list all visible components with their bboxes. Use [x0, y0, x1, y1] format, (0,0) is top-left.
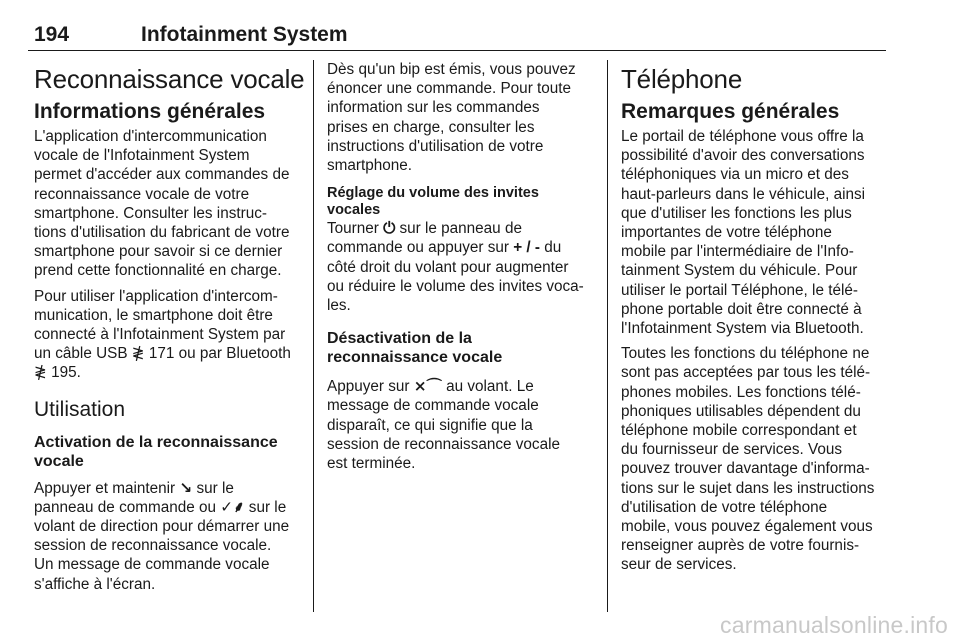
running-title: Infotainment System	[141, 23, 348, 46]
column-divider	[607, 60, 608, 612]
hang-up-icon: ⨯⌒	[413, 378, 442, 396]
heading-utilisation: Utilisation	[34, 397, 126, 421]
paragraph-activation	[34, 479, 300, 594]
page-header	[28, 22, 886, 51]
heading-volume: Réglage du volume des invites vocales	[327, 185, 539, 219]
volume-buttons-label: + / -	[513, 239, 540, 257]
paragraph-portal: Le portail de téléphone vous offre la possibilité d'avoir des conversations téléphoniques via un micro et des haut-parleurs dans le véhicule, ainsi que d'utiliser les fonctions les plus importantes de votre téléphone mobile par l'intermédiaire de l'Info- tainment System du véhicule. Pour utiliser le portail Téléphone, le télé- phone portable doit être connecté à l'Infotainment System via Bluetooth.	[621, 128, 866, 338]
heading-activation: Activation de la reconnaissance vocale	[34, 433, 278, 470]
steering-voice-icon: ✓⸙	[220, 498, 245, 516]
text-fragment: sur le panneau de commande ou appuyer sur	[327, 220, 522, 257]
heading-deactivation: Désactivation de la reconnaissance vocale	[327, 330, 503, 367]
paragraph-connection: Pour utiliser l'application d'intercom- munication, le smartphone doit être connecté à l'Infotainment System par un câble USB ≹ 171 ou par Bluetooth ≹ 195.	[34, 287, 291, 382]
page-number: 194	[34, 23, 70, 46]
text-fragment: sur le panneau de commande ou	[34, 479, 234, 516]
paragraph-beep: Dès qu'un bip est émis, vous pouvez énoncer une commande. Pour toute information sur les commandes prises en charge, consulter les instructions d'utilisation de votre smartphone.	[327, 61, 576, 175]
text-fragment: au volant. Le message de commande vocale disparaît, ce qui signifie que la session de reconnaissance vocale est terminée.	[327, 378, 560, 473]
text-fragment: Appuyer et maintenir	[34, 479, 180, 497]
voice-control-icon: ↘	[179, 479, 193, 497]
paragraph-functions: Toutes les fonctions du téléphone ne sont pas acceptées par tous les télé- phones mobiles. Les fonctions télé- phoniques utilisables dépendent du téléphone mobile correspondant et du fournisseur de services. Vous pouvez trouver davantage d'informa- tions sur le sujet dans les instructions d'utilisation de votre téléphone mobile, vous pouvez également vous renseigner auprès de votre fournis- seur de services.	[621, 345, 875, 574]
paragraph-intro: L'application d'intercommunication vocale de l'Infotainment System permet d'accéder aux commandes de reconnaissance vocale de votre smartphone. Consulter les instruc- tions d'utilisation du fabricant de votre smartphone pour savoir si ce dernier prend cette fonctionnalité en charge.	[34, 128, 290, 280]
heading-general-information: Informations générales	[34, 100, 266, 123]
section-title-voice-recognition: Reconnaissance vocale	[34, 64, 305, 94]
heading-general-remarks: Remarques générales	[621, 100, 840, 123]
text-fragment: du côté droit du volant pour augmenter ou réduire le volume des invites voca- les.	[327, 239, 584, 315]
section-title-telephone: Téléphone	[621, 64, 743, 94]
text-fragment: Tourner	[327, 220, 384, 238]
column-left	[34, 60, 305, 600]
paragraph-volume	[327, 219, 593, 315]
paragraph-deactivation	[327, 377, 593, 473]
column-middle	[327, 60, 593, 479]
column-right	[621, 60, 887, 581]
text-fragment: Appuyer sur	[327, 378, 414, 396]
text-fragment: sur le volant de direction pour démarrer une session de reconnaissance vocale. Un message de commande vocale s'affiche à l'écran.	[34, 498, 290, 593]
power-knob-icon: ⏻	[383, 220, 396, 238]
column-divider	[313, 60, 314, 612]
watermark: carmanualsonline.info	[720, 612, 948, 638]
